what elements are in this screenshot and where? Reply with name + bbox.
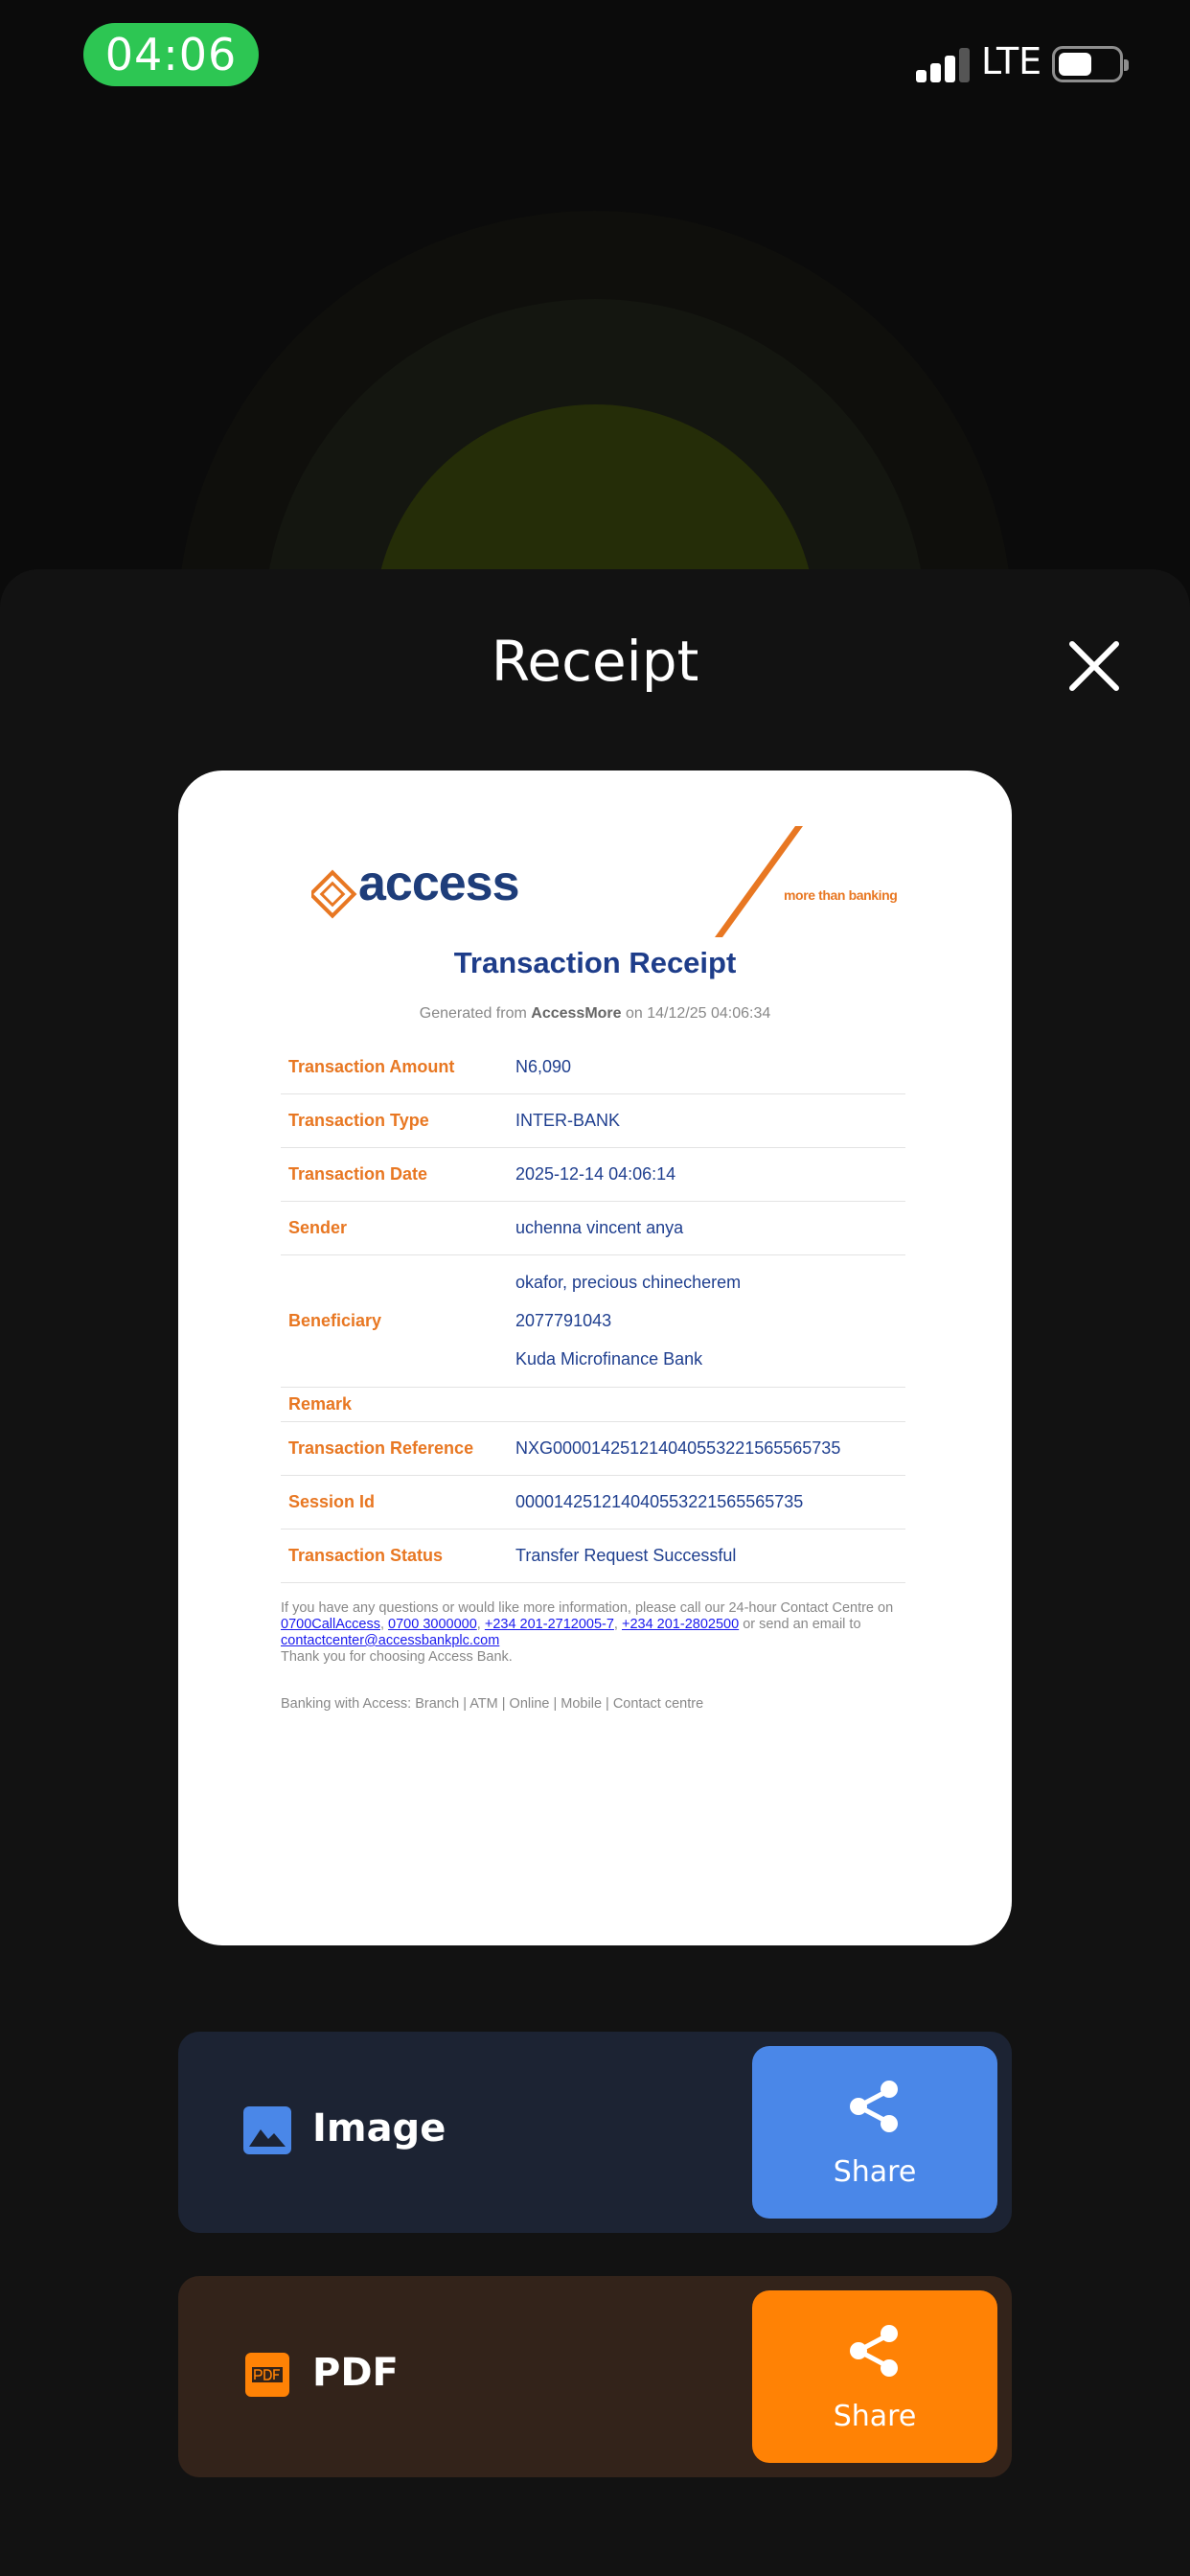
status-bar bbox=[0, 0, 1190, 115]
beneficiary-bank: Kuda Microfinance Bank bbox=[515, 1349, 703, 1369]
row-value: NXG000014251214040553221565565735 bbox=[515, 1438, 841, 1458]
battery-icon bbox=[1052, 46, 1123, 82]
table-row bbox=[281, 1041, 905, 1094]
status-time: 04:06 bbox=[83, 23, 259, 86]
share-pdf-button[interactable] bbox=[752, 2290, 997, 2463]
table-row bbox=[281, 1476, 905, 1530]
table-row bbox=[281, 1422, 905, 1476]
network-label: LTE bbox=[981, 40, 1042, 82]
generated-note bbox=[178, 1005, 1012, 1023]
row-label: Transaction Status bbox=[281, 1530, 504, 1582]
contact-intro: If you have any questions or would like more information, please call our 24-hour Contact Centre on bbox=[281, 1600, 894, 1616]
beneficiary-row bbox=[281, 1255, 905, 1388]
brand-tagline: more than banking bbox=[784, 887, 898, 903]
share-image-button[interactable] bbox=[752, 2046, 997, 2219]
row-value: Transfer Request Successful bbox=[515, 1546, 737, 1565]
receipt-preview bbox=[178, 770, 1012, 1945]
row-label: Transaction Type bbox=[281, 1094, 504, 1147]
share-icon bbox=[847, 2079, 903, 2134]
row-label: Sender bbox=[281, 1202, 504, 1254]
table-row bbox=[281, 1388, 905, 1422]
share-icon bbox=[847, 2323, 903, 2379]
email-prefix: or send an email to bbox=[743, 1617, 861, 1632]
row-value: uchenna vincent anya bbox=[515, 1218, 684, 1237]
row-label: Remark bbox=[281, 1388, 504, 1421]
close-icon bbox=[1065, 637, 1123, 695]
table-row bbox=[281, 1530, 905, 1583]
close-button[interactable] bbox=[1065, 637, 1123, 695]
share-button-label: Share bbox=[833, 2155, 917, 2189]
share-option-pdf bbox=[178, 2276, 1012, 2477]
beneficiary-name: okafor, precious chinecherem bbox=[515, 1272, 742, 1292]
email-link[interactable]: contactcenter@accessbankplc.com bbox=[281, 1633, 500, 1648]
image-icon bbox=[243, 2106, 291, 2154]
contact-link[interactable]: 0700 3000000 bbox=[388, 1617, 477, 1632]
contact-link[interactable]: 0700CallAccess bbox=[281, 1617, 380, 1632]
row-value bbox=[504, 1388, 905, 1421]
beneficiary-account: 2077791043 bbox=[515, 1310, 612, 1330]
beneficiary-details bbox=[504, 1255, 905, 1387]
contact-link[interactable]: +234 201-2712005-7 bbox=[484, 1617, 614, 1632]
sheet-title: Receipt bbox=[491, 629, 699, 694]
row-value: 2025-12-14 04:06:14 bbox=[515, 1164, 676, 1184]
row-label: Transaction Date bbox=[281, 1148, 504, 1201]
row-label: Transaction Amount bbox=[281, 1041, 504, 1093]
contact-link[interactable]: +234 201-2802500 bbox=[621, 1617, 740, 1632]
table-row bbox=[281, 1202, 905, 1255]
share-option-image bbox=[178, 2032, 1012, 2233]
contact-note: If you have any questions or would like more information, please call our 24-hour Contact Centre on 0700CallAccess, 0700 3000000, +234 201-2712005-7, +234 201-2802500 or send an email to contactcenter@accessbankplc.com Thank you for choosing Access Bank. bbox=[281, 1600, 894, 1665]
row-value: INTER-BANK bbox=[515, 1111, 621, 1130]
generated-suffix: on 14/12/25 04:06:34 bbox=[626, 1005, 771, 1022]
generated-source: AccessMore bbox=[531, 1005, 622, 1022]
row-label: Session Id bbox=[281, 1476, 504, 1529]
generated-prefix: Generated from bbox=[419, 1005, 527, 1022]
table-row bbox=[281, 1148, 905, 1202]
row-value: 000014251214040553221565565735 bbox=[515, 1492, 804, 1511]
share-kind-label: Image bbox=[312, 2106, 446, 2150]
signal-icon bbox=[916, 46, 970, 82]
brand-name: access bbox=[358, 856, 519, 911]
share-kind-label: PDF bbox=[312, 2351, 399, 2395]
thanks-text: Thank you for choosing Access Bank. bbox=[281, 1649, 513, 1665]
table-row bbox=[281, 1094, 905, 1148]
row-label: Transaction Reference bbox=[281, 1422, 504, 1475]
receipt-details-table bbox=[281, 1041, 905, 1583]
brand-slash-graphic bbox=[715, 826, 849, 937]
row-value: N6,090 bbox=[515, 1057, 572, 1076]
pdf-icon bbox=[243, 2351, 291, 2399]
share-button-label: Share bbox=[833, 2400, 917, 2433]
row-label: Beneficiary bbox=[281, 1255, 504, 1387]
banking-channels: Banking with Access: Branch | ATM | Online | Mobile | Contact centre bbox=[281, 1696, 704, 1712]
receipt-title: Transaction Receipt bbox=[453, 946, 737, 979]
